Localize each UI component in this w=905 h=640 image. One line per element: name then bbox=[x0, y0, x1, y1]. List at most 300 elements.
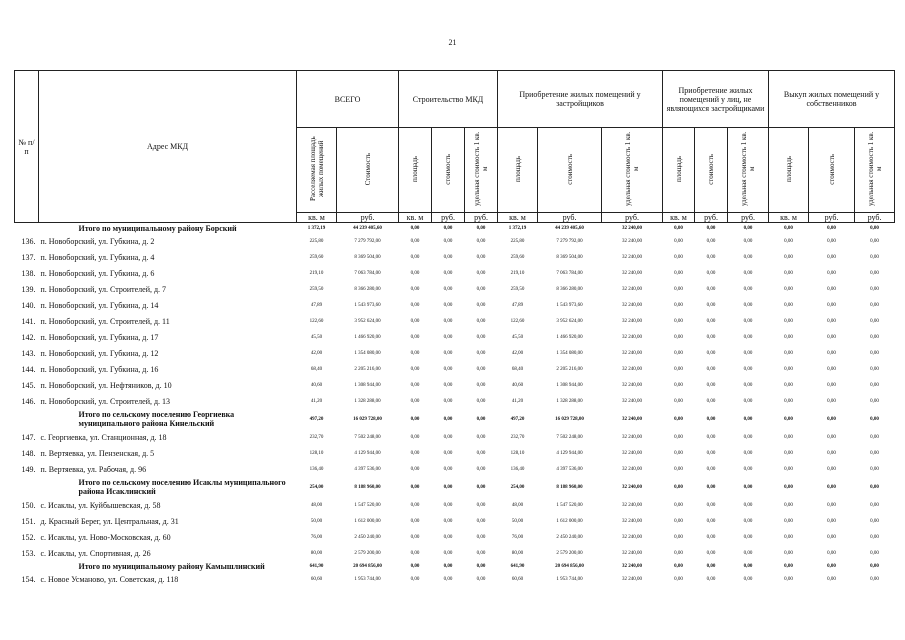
row-value: 32 240,00 bbox=[622, 238, 643, 244]
row-value: 0,00 bbox=[784, 286, 793, 292]
row-value: 0,00 bbox=[476, 398, 486, 404]
row-value: 0,00 bbox=[706, 270, 716, 276]
row-value: 0,00 bbox=[410, 434, 420, 440]
row-value: 1 372,19 bbox=[508, 225, 527, 231]
row-value: 0,00 bbox=[784, 576, 793, 582]
sub-header-unit-cost bbox=[465, 128, 498, 213]
row-value: 0,00 bbox=[743, 366, 753, 372]
row-address: Итого по сельскому поселению Исаклы муниципального района Исаклинский bbox=[78, 478, 286, 496]
row-value: 0,00 bbox=[743, 484, 753, 490]
row-value: 50,00 bbox=[511, 518, 524, 524]
row-value: 219,10 bbox=[510, 270, 525, 276]
row-value: 0,00 bbox=[674, 334, 683, 340]
row-value: 1 466 920,00 bbox=[354, 334, 381, 340]
row-value: 44 239 405,60 bbox=[353, 225, 382, 231]
row-value: 8 366 280,00 bbox=[556, 286, 583, 292]
row-value: 32 240,00 bbox=[622, 576, 643, 582]
row-value: 0,00 bbox=[443, 238, 453, 244]
row-value: 0,00 bbox=[443, 576, 453, 582]
row-value: 32 240,00 bbox=[622, 225, 643, 231]
row-value: 0,00 bbox=[443, 270, 453, 276]
row-address: д. Красный Берег, ул. Центральная, д. 31 bbox=[40, 516, 179, 526]
row-value: 0,00 bbox=[743, 576, 753, 582]
sub-header-unit-cost-text: удельная стоимость 1 кв. м bbox=[624, 131, 641, 207]
row-number: 136. bbox=[21, 236, 36, 246]
row-value: 0,00 bbox=[443, 350, 453, 356]
row-value: 2 450 240,00 bbox=[354, 534, 381, 540]
row-value: 0,00 bbox=[743, 466, 753, 472]
sub-header-unit-cost bbox=[602, 128, 663, 213]
row-value: 0,00 bbox=[674, 318, 683, 324]
row-value: 259,60 bbox=[510, 254, 525, 260]
row-value: 0,00 bbox=[674, 270, 683, 276]
row-value: 0,00 bbox=[784, 518, 793, 524]
row-value: 0,00 bbox=[870, 450, 879, 456]
table-row bbox=[15, 329, 895, 345]
row-value: 0,00 bbox=[743, 434, 753, 440]
unit-label: руб. bbox=[695, 213, 728, 223]
row-number: 153. bbox=[21, 548, 36, 558]
row-value: 0,00 bbox=[827, 550, 836, 556]
sub-header-relocated-area-text: Расселяемая площадь жилых помещений bbox=[308, 136, 325, 202]
row-value: 41,20 bbox=[511, 398, 524, 404]
row-value: 0,00 bbox=[410, 225, 420, 231]
row-value: 7 502 248,00 bbox=[354, 434, 381, 440]
row-value: 0,00 bbox=[784, 334, 793, 340]
row-number bbox=[15, 223, 39, 234]
row-value: 1 354 080,00 bbox=[556, 350, 583, 356]
row-value: 0,00 bbox=[870, 382, 879, 388]
row-value: 45,50 bbox=[511, 334, 524, 340]
row-value: 47,89 bbox=[511, 302, 524, 308]
row-value: 0,00 bbox=[743, 254, 753, 260]
sub-header-cost-text: стоимость bbox=[707, 153, 716, 185]
table-row bbox=[15, 429, 895, 445]
sub-header-unit-cost bbox=[728, 128, 769, 213]
row-value: 641,90 bbox=[510, 563, 525, 569]
row-address: Итого по муниципальному району Борский bbox=[78, 223, 237, 233]
row-address: п. Новоборский, ул. Строителей, д. 13 bbox=[40, 396, 171, 406]
row-value: 0,00 bbox=[706, 334, 716, 340]
row-value: 0,00 bbox=[784, 318, 793, 324]
row-value: 40,60 bbox=[310, 382, 323, 388]
table-row bbox=[15, 497, 895, 513]
row-value: 0,00 bbox=[870, 318, 879, 324]
row-value: 0,00 bbox=[743, 534, 753, 540]
row-value: 232,70 bbox=[309, 434, 324, 440]
row-value: 32 240,00 bbox=[622, 334, 643, 340]
row-value: 0,00 bbox=[674, 502, 683, 508]
relocation-table bbox=[14, 70, 895, 587]
row-value: 0,00 bbox=[410, 550, 420, 556]
row-address: п. Вертяевка, ул. Рабочая, д. 96 bbox=[40, 464, 147, 474]
group-header-buyout-owners: Выкуп жилых помещений у собственников bbox=[769, 71, 895, 128]
row-value: 32 240,00 bbox=[622, 550, 643, 556]
row-value: 0,00 bbox=[410, 466, 420, 472]
row-value: 8 366 280,00 bbox=[354, 286, 381, 292]
row-value: 0,00 bbox=[476, 576, 486, 582]
row-value: 40,60 bbox=[511, 382, 524, 388]
row-value: 0,00 bbox=[784, 450, 793, 456]
row-address: п. Новоборский, ул. Губкина, д. 17 bbox=[40, 332, 159, 342]
row-value: 0,00 bbox=[476, 318, 486, 324]
row-value: 0,00 bbox=[706, 518, 716, 524]
row-value: 259,60 bbox=[309, 254, 324, 260]
row-value: 0,00 bbox=[476, 466, 486, 472]
row-value: 0,00 bbox=[443, 302, 453, 308]
row-value: 0,00 bbox=[706, 450, 716, 456]
row-value: 0,00 bbox=[476, 238, 486, 244]
row-value: 122,60 bbox=[510, 318, 525, 324]
row-value: 8 369 504,00 bbox=[354, 254, 381, 260]
table-row bbox=[15, 513, 895, 529]
row-value: 1 953 744,00 bbox=[354, 576, 381, 582]
row-value: 641,90 bbox=[309, 563, 324, 569]
row-value: 1 328 288,00 bbox=[556, 398, 583, 404]
row-value: 60,60 bbox=[511, 576, 524, 582]
row-value: 32 240,00 bbox=[622, 416, 643, 422]
row-number bbox=[15, 477, 39, 497]
row-value: 0,00 bbox=[443, 484, 453, 490]
unit-label: руб. bbox=[432, 213, 465, 223]
row-value: 0,00 bbox=[870, 366, 879, 372]
row-address: п. Новоборский, ул. Строителей, д. 7 bbox=[40, 284, 167, 294]
row-value: 225,80 bbox=[510, 238, 525, 244]
row-value: 0,00 bbox=[743, 225, 753, 231]
row-value: 32 240,00 bbox=[622, 270, 643, 276]
row-value: 0,00 bbox=[870, 576, 879, 582]
row-value: 0,00 bbox=[870, 502, 879, 508]
row-value: 0,00 bbox=[674, 382, 683, 388]
sub-header-cost bbox=[538, 128, 602, 213]
row-value: 1 308 944,00 bbox=[556, 382, 583, 388]
row-value: 0,00 bbox=[827, 518, 836, 524]
sub-header-unit-cost bbox=[855, 128, 895, 213]
row-value: 0,00 bbox=[443, 502, 453, 508]
row-value: 0,00 bbox=[476, 366, 486, 372]
table-row bbox=[15, 361, 895, 377]
row-value: 32 240,00 bbox=[622, 518, 643, 524]
row-value: 0,00 bbox=[674, 350, 683, 356]
unit-label: руб. bbox=[602, 213, 663, 223]
row-value: 259,50 bbox=[309, 286, 324, 292]
row-value: 0,00 bbox=[870, 334, 879, 340]
sub-header-area bbox=[769, 128, 809, 213]
row-value: 0,00 bbox=[827, 502, 836, 508]
row-value: 0,00 bbox=[410, 270, 420, 276]
row-value: 32 240,00 bbox=[622, 382, 643, 388]
row-value: 0,00 bbox=[706, 382, 716, 388]
row-value: 0,00 bbox=[784, 366, 793, 372]
row-value: 0,00 bbox=[476, 254, 486, 260]
row-address: п. Новоборский, ул. Губкина, д. 6 bbox=[40, 268, 155, 278]
row-value: 0,00 bbox=[443, 225, 453, 231]
unit-label: руб. bbox=[855, 213, 895, 223]
row-value: 0,00 bbox=[476, 518, 486, 524]
row-value: 0,00 bbox=[827, 254, 836, 260]
row-value: 0,00 bbox=[706, 416, 716, 422]
row-value: 497,20 bbox=[510, 416, 525, 422]
row-value: 0,00 bbox=[784, 534, 793, 540]
row-address: Итого по муниципальному району Камышлинский bbox=[78, 561, 265, 571]
row-value: 0,00 bbox=[706, 286, 716, 292]
sub-header-cost-text: стоимость bbox=[444, 153, 453, 185]
row-value: 0,00 bbox=[674, 518, 683, 524]
row-value: 0,00 bbox=[706, 302, 716, 308]
row-value: 0,00 bbox=[410, 318, 420, 324]
row-value: 254,00 bbox=[309, 484, 324, 490]
row-value: 32 240,00 bbox=[622, 350, 643, 356]
row-number: 145. bbox=[21, 380, 36, 390]
row-value: 0,00 bbox=[784, 254, 793, 260]
row-number: 144. bbox=[21, 364, 36, 374]
row-value: 7 279 792,00 bbox=[354, 238, 381, 244]
sub-header-cost-text: стоимость bbox=[565, 153, 574, 185]
row-value: 0,00 bbox=[743, 563, 753, 569]
sub-header-cost-text: стоимость bbox=[827, 153, 836, 185]
row-value: 0,00 bbox=[443, 398, 453, 404]
row-value: 0,00 bbox=[674, 254, 683, 260]
row-value: 0,00 bbox=[410, 302, 420, 308]
row-value: 8 369 504,00 bbox=[556, 254, 583, 260]
table-row bbox=[15, 345, 895, 361]
row-number bbox=[15, 409, 39, 429]
row-value: 0,00 bbox=[476, 534, 486, 540]
row-value: 1 547 520,00 bbox=[354, 502, 381, 508]
sub-header-cost bbox=[432, 128, 465, 213]
sub-header-area bbox=[663, 128, 695, 213]
subtotal-row bbox=[15, 409, 895, 429]
row-value: 0,00 bbox=[784, 302, 793, 308]
row-value: 0,00 bbox=[674, 534, 683, 540]
row-value: 0,00 bbox=[870, 416, 879, 422]
row-value: 32 240,00 bbox=[622, 366, 643, 372]
row-value: 0,00 bbox=[410, 238, 420, 244]
row-value: 0,00 bbox=[784, 434, 793, 440]
row-address: п. Новоборский, ул. Нефтяников, д. 10 bbox=[40, 380, 172, 390]
row-value: 45,50 bbox=[310, 334, 323, 340]
row-value: 2 579 200,00 bbox=[556, 550, 583, 556]
row-value: 48,00 bbox=[310, 502, 323, 508]
row-value: 42,00 bbox=[310, 350, 323, 356]
row-value: 0,00 bbox=[476, 225, 486, 231]
row-value: 0,00 bbox=[443, 563, 453, 569]
row-value: 0,00 bbox=[410, 484, 420, 490]
row-value: 0,00 bbox=[743, 270, 753, 276]
row-value: 32 240,00 bbox=[622, 466, 643, 472]
unit-label: кв. м bbox=[297, 213, 337, 223]
row-value: 0,00 bbox=[674, 434, 683, 440]
row-value: 128,10 bbox=[309, 450, 324, 456]
row-value: 1 308 944,00 bbox=[354, 382, 381, 388]
row-value: 0,00 bbox=[410, 534, 420, 540]
row-value: 7 063 784,00 bbox=[556, 270, 583, 276]
row-value: 3 952 624,00 bbox=[354, 318, 381, 324]
row-value: 4 129 944,00 bbox=[354, 450, 381, 456]
row-value: 219,10 bbox=[309, 270, 324, 276]
row-value: 0,00 bbox=[784, 484, 793, 490]
sub-header-area-text: площадь bbox=[513, 156, 522, 182]
row-value: 4 397 536,00 bbox=[354, 466, 381, 472]
row-value: 7 279 792,00 bbox=[556, 238, 583, 244]
row-value: 0,00 bbox=[870, 286, 879, 292]
table-row bbox=[15, 393, 895, 409]
table-row bbox=[15, 461, 895, 477]
sub-header-unit-cost-text: удельная стоимость 1 кв. м bbox=[740, 131, 757, 207]
row-value: 0,00 bbox=[870, 270, 879, 276]
row-value: 0,00 bbox=[476, 502, 486, 508]
row-value: 0,00 bbox=[784, 270, 793, 276]
row-value: 0,00 bbox=[827, 270, 836, 276]
row-value: 0,00 bbox=[443, 382, 453, 388]
table-row bbox=[15, 281, 895, 297]
row-value: 0,00 bbox=[706, 563, 716, 569]
row-value: 48,00 bbox=[511, 502, 524, 508]
row-number: 149. bbox=[21, 464, 36, 474]
row-value: 0,00 bbox=[827, 286, 836, 292]
sub-header-total-cost-text: Стоимость bbox=[363, 152, 372, 186]
row-value: 1 543 973,60 bbox=[556, 302, 583, 308]
row-value: 0,00 bbox=[706, 254, 716, 260]
row-number: 150. bbox=[21, 500, 36, 510]
row-value: 0,00 bbox=[706, 350, 716, 356]
table-row bbox=[15, 297, 895, 313]
row-value: 0,00 bbox=[706, 318, 716, 324]
row-value: 20 694 856,00 bbox=[353, 563, 382, 569]
row-value: 0,00 bbox=[476, 416, 486, 422]
sub-header-area bbox=[399, 128, 432, 213]
row-value: 0,00 bbox=[827, 334, 836, 340]
subtotal-row bbox=[15, 477, 895, 497]
row-address: п. Новоборский, ул. Губкина, д. 14 bbox=[40, 300, 159, 310]
row-value: 0,00 bbox=[827, 484, 836, 490]
row-value: 0,00 bbox=[706, 550, 716, 556]
row-value: 0,00 bbox=[870, 434, 879, 440]
row-value: 0,00 bbox=[443, 254, 453, 260]
row-value: 76,00 bbox=[310, 534, 323, 540]
row-value: 0,00 bbox=[870, 466, 879, 472]
table-row bbox=[15, 377, 895, 393]
group-header-total: ВСЕГО bbox=[297, 71, 399, 128]
row-value: 0,00 bbox=[410, 563, 420, 569]
row-value: 0,00 bbox=[784, 382, 793, 388]
row-value: 32 240,00 bbox=[622, 450, 643, 456]
row-value: 0,00 bbox=[743, 334, 753, 340]
row-value: 4 397 536,00 bbox=[556, 466, 583, 472]
row-value: 0,00 bbox=[443, 466, 453, 472]
sub-header-area-text: площадь bbox=[784, 156, 793, 182]
row-value: 2 205 216,00 bbox=[556, 366, 583, 372]
row-value: 0,00 bbox=[827, 534, 836, 540]
sub-header-unit-cost-text: удельная стоимость 1 кв. м bbox=[866, 131, 883, 207]
row-value: 497,20 bbox=[309, 416, 324, 422]
row-value: 0,00 bbox=[827, 225, 836, 231]
row-value: 16 029 728,00 bbox=[555, 416, 584, 422]
row-value: 0,00 bbox=[743, 550, 753, 556]
row-value: 0,00 bbox=[743, 450, 753, 456]
row-value: 0,00 bbox=[827, 466, 836, 472]
row-value: 0,00 bbox=[827, 382, 836, 388]
row-value: 1 612 000,00 bbox=[556, 518, 583, 524]
row-value: 32 240,00 bbox=[622, 398, 643, 404]
row-address: с. Новое Усманово, ул. Советская, д. 118 bbox=[40, 574, 179, 584]
row-value: 259,50 bbox=[510, 286, 525, 292]
row-number: 139. bbox=[21, 284, 36, 294]
row-value: 0,00 bbox=[827, 350, 836, 356]
row-value: 7 502 248,00 bbox=[556, 434, 583, 440]
row-number: 154. bbox=[21, 574, 36, 584]
row-value: 0,00 bbox=[410, 576, 420, 582]
row-value: 68,40 bbox=[310, 366, 323, 372]
row-value: 0,00 bbox=[674, 238, 683, 244]
row-value: 0,00 bbox=[827, 576, 836, 582]
row-value: 0,00 bbox=[674, 466, 683, 472]
row-value: 0,00 bbox=[743, 350, 753, 356]
row-value: 0,00 bbox=[827, 238, 836, 244]
row-value: 0,00 bbox=[706, 484, 716, 490]
row-number: 138. bbox=[21, 268, 36, 278]
row-value: 7 063 784,00 bbox=[354, 270, 381, 276]
row-value: 42,00 bbox=[511, 350, 524, 356]
sub-header-total-cost bbox=[337, 128, 399, 213]
row-value: 0,00 bbox=[410, 416, 420, 422]
row-address: с. Исаклы, ул. Ново-Московская, д. 60 bbox=[40, 532, 171, 542]
row-value: 136,40 bbox=[510, 466, 525, 472]
row-value: 2 579 200,00 bbox=[354, 550, 381, 556]
row-value: 32 240,00 bbox=[622, 434, 643, 440]
row-value: 0,00 bbox=[476, 334, 486, 340]
table-row bbox=[15, 571, 895, 587]
row-value: 0,00 bbox=[443, 534, 453, 540]
row-value: 0,00 bbox=[870, 518, 879, 524]
row-address: п. Новоборский, ул. Губкина, д. 4 bbox=[40, 252, 155, 262]
row-value: 0,00 bbox=[784, 238, 793, 244]
row-number: 151. bbox=[21, 516, 36, 526]
row-address: с. Георгиевка, ул. Станционная, д. 18 bbox=[40, 432, 167, 442]
row-value: 8 188 960,00 bbox=[354, 484, 381, 490]
row-value: 122,60 bbox=[309, 318, 324, 324]
row-value: 0,00 bbox=[784, 502, 793, 508]
row-number: 148. bbox=[21, 448, 36, 458]
row-value: 1 543 973,60 bbox=[354, 302, 381, 308]
row-value: 0,00 bbox=[706, 434, 716, 440]
row-value: 0,00 bbox=[706, 225, 716, 231]
row-number bbox=[15, 561, 39, 571]
row-value: 0,00 bbox=[827, 434, 836, 440]
row-value: 0,00 bbox=[870, 550, 879, 556]
row-value: 0,00 bbox=[476, 563, 486, 569]
row-value: 0,00 bbox=[743, 238, 753, 244]
row-number: 141. bbox=[21, 316, 36, 326]
row-value: 0,00 bbox=[476, 286, 486, 292]
table-row bbox=[15, 313, 895, 329]
row-value: 0,00 bbox=[870, 238, 879, 244]
row-value: 0,00 bbox=[827, 302, 836, 308]
unit-label: кв. м bbox=[399, 213, 432, 223]
row-value: 0,00 bbox=[827, 416, 836, 422]
row-value: 0,00 bbox=[784, 416, 793, 422]
row-value: 80,00 bbox=[511, 550, 524, 556]
row-address: п. Новоборский, ул. Строителей, д. 11 bbox=[40, 316, 170, 326]
row-value: 0,00 bbox=[706, 502, 716, 508]
row-value: 60,60 bbox=[310, 576, 323, 582]
row-value: 41,20 bbox=[310, 398, 323, 404]
row-value: 0,00 bbox=[443, 518, 453, 524]
unit-label: руб. bbox=[728, 213, 769, 223]
row-value: 0,00 bbox=[706, 576, 716, 582]
row-value: 0,00 bbox=[743, 302, 753, 308]
row-value: 32 240,00 bbox=[622, 254, 643, 260]
